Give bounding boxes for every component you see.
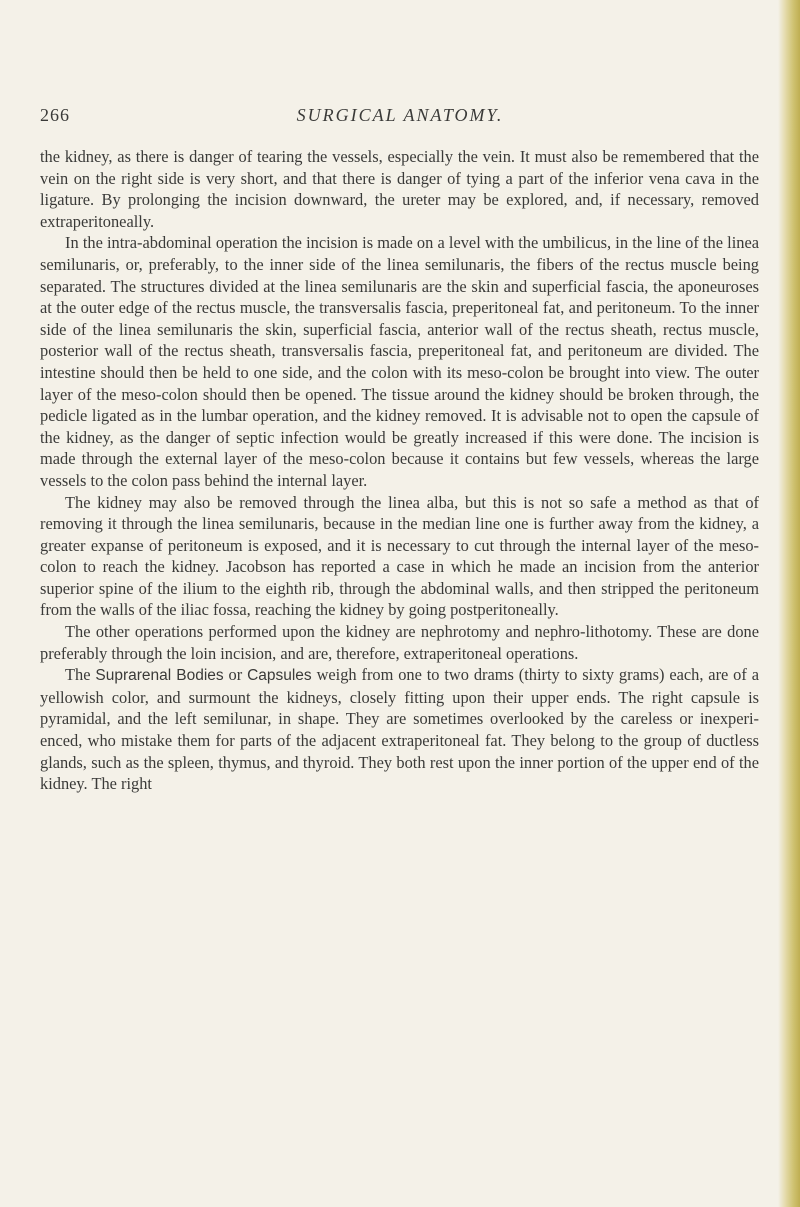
body-text xyxy=(40,146,759,795)
page-edge xyxy=(778,0,800,1207)
page-header xyxy=(40,105,760,129)
running-title: SURGICAL ANATOMY. xyxy=(296,105,504,125)
paragraph-suprarenal-text: weigh from one to two drams (thirty to sixty grams) each, are of a yellowish color, and surmount the kidneys, closely fitting upon their upper ends. The right capsule is pyramidal, and the left semilunar, in shape. They are sometimes overlooked by the careless or inexperi-enced, who mistake them for parts of the adjacent extraperitoneal fat. They belong to the group of ductless glands, such as the spleen, thymus, and thyroid. They both rest upon the inner portion of the upper end of the kidney. The right xyxy=(40,665,759,794)
paragraph-continued: the kidney, as there is danger of tearing the vessels, especially the vein. It must also be remembered that the vein on the right side is very short, and that there is danger of tying a part of the inferior vena cava in the ligature. By prolonging the incision downward, the ureter may be explored, and, if necessary, removed extraperitoneally. xyxy=(40,147,759,231)
section-heading-suprarenal-bodies: Suprarenal Bodies xyxy=(95,667,224,685)
paragraph-other-operations: The other operations performed upon the kidney are nephrotomy and nephro-lithotomy. These are done preferably through the loin incision, and are, therefore, extraperitoneal operations. xyxy=(40,622,759,663)
paragraph-suprarenal xyxy=(40,664,759,795)
page-number: 266 xyxy=(40,105,70,125)
lead-word: The xyxy=(65,665,91,685)
paragraph-linea-alba: The kidney may also be removed through the linea alba, but this is not so safe a method as that of removing it through the linea semilunaris, because in the median line one is further away from the kidney, a greater expanse of peritoneum is exposed, and it is necessary to cut through the internal layer of the meso-colon to reach the kidney. Jacobson has reported a case in which he made an incision from the anterior superior spine of the ilium to the eighth rib, through the abdominal walls, and then stripped the peritoneum from the walls of the iliac fossa, reaching the kidney by going postperitoneally. xyxy=(40,492,759,620)
paragraph-intra-abdominal: In the intra-abdominal operation the incision is made on a level with the umbilicus, in the line of the linea semilunaris, or, preferably, to the inner side of the linea semilunaris, the fibers of the rectus muscle being separated. The structures divided at the linea semilunaris are the skin and superficial fascia, the aponeuroses at the outer edge of the rectus muscle, the transversalis fascia, preperitoneal fat, and peritoneum. To the inner side of the linea semilunaris the skin, superficial fascia, anterior wall of the rectus sheath, rectus muscle, posterior wall of the rectus sheath, transversalis fascia, preperitoneal fat, and peritoneum are divided. The intestine should then be held to one side, and the colon with its meso-colon be brought into view. The outer layer of the meso-colon should then be opened. The tissue around the kidney should be broken through, the pedicle ligated as in the lumbar operation, and the kidney removed. It is advisable not to open the capsule of the kidney, as the danger of septic infection would be greatly increased if this were done. The incision is made through the external layer of the meso-colon because it contains but few vessels, whereas the large vessels to the colon pass behind the internal layer. xyxy=(40,233,759,490)
section-heading-capsules: Capsules xyxy=(247,667,312,685)
connector-word: or xyxy=(228,665,243,685)
